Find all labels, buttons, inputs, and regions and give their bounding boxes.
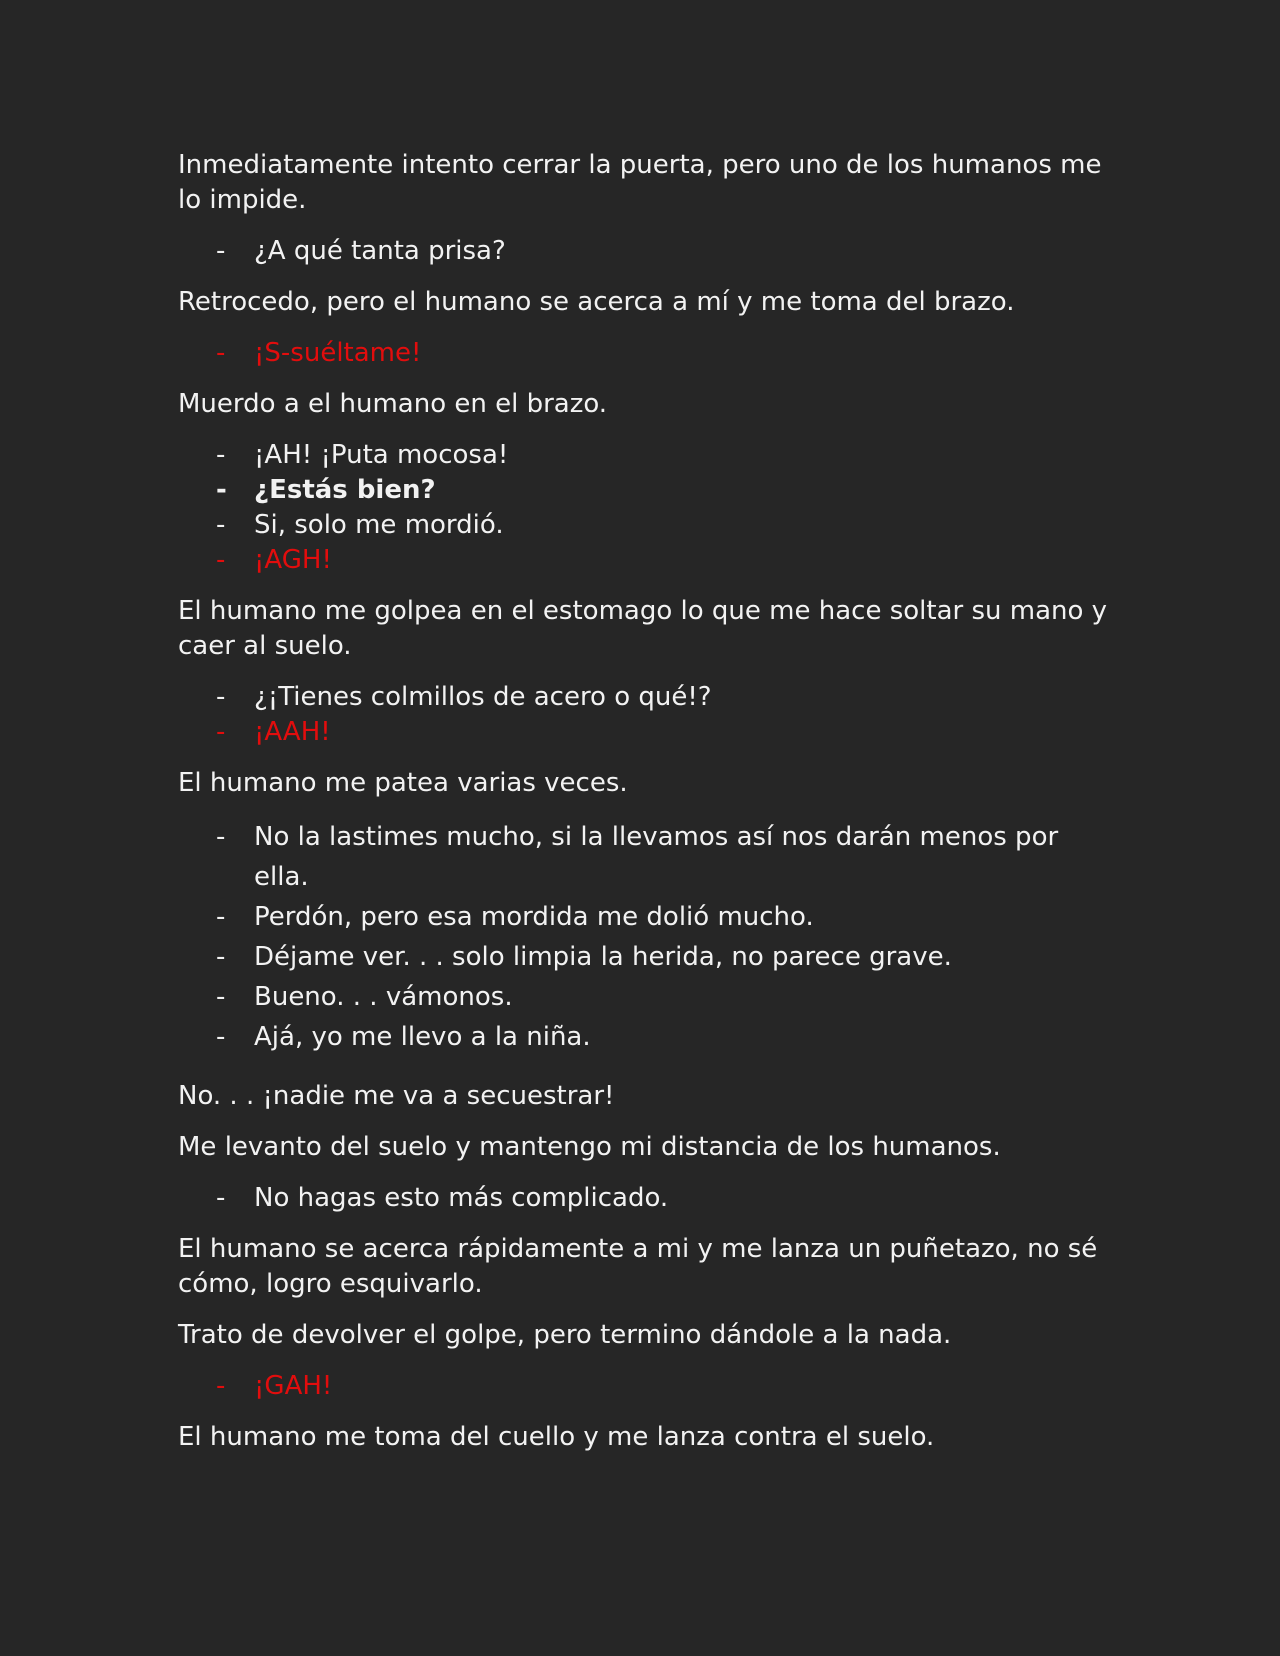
dialogue-line [178, 234, 1108, 269]
dialogue-list [178, 680, 1108, 750]
narration-paragraph: No. . . ¡nadie me va a secuestrar! [178, 1081, 615, 1111]
dialogue-list [178, 817, 1108, 1057]
dialogue-text: ¿A qué tanta prisa? [254, 236, 506, 266]
dialogue-dash: - [216, 545, 226, 575]
dialogue-text: No la lastimes mucho, si la llevamos así nos darán menos por ella. [254, 822, 1059, 892]
dialogue-dash: - [216, 1183, 226, 1213]
dialogue-line [178, 508, 1108, 543]
dialogue-list [178, 234, 1108, 269]
dialogue-text: Déjame ver. . . solo limpia la herida, no parece grave. [254, 942, 952, 972]
dialogue-dash: - [216, 440, 226, 470]
dialogue-text: ¡AH! ¡Puta mocosa! [254, 440, 509, 470]
dialogue-text: Ajá, yo me llevo a la niña. [254, 1022, 591, 1052]
dialogue-text: ¡AAH! [254, 717, 331, 747]
dialogue-dash: - [216, 982, 226, 1012]
dialogue-dash: - [216, 1371, 226, 1401]
dialogue-text: Bueno. . . vámonos. [254, 982, 513, 1012]
dialogue-dash: - [216, 902, 226, 932]
dialogue-line [178, 680, 1108, 715]
dialogue-text: No hagas esto más complicado. [254, 1183, 669, 1213]
narration-paragraph: Muerdo a el humano en el brazo. [178, 389, 608, 419]
dialogue-line-protagonist [178, 1369, 1108, 1404]
dialogue-dash: - [216, 717, 226, 747]
dialogue-dash: - [216, 236, 226, 266]
dialogue-line [178, 473, 1108, 508]
dialogue-list [178, 1369, 1108, 1404]
dialogue-text: ¡GAH! [254, 1371, 333, 1401]
dialogue-text: ¿Estás bien? [254, 475, 436, 505]
narration-paragraph: El humano me golpea en el estomago lo que me hace soltar su mano y caer al suelo. [178, 596, 1108, 661]
narration-paragraph: El humano se acerca rápidamente a mi y me lanza un puñetazo, no sé cómo, logro esquivarlo. [178, 1234, 1098, 1299]
dialogue-dash: - [216, 942, 226, 972]
dialogue-text: Si, solo me mordió. [254, 510, 504, 540]
narration-paragraph: Retrocedo, pero el humano se acerca a mí y me toma del brazo. [178, 287, 1015, 317]
dialogue-list [178, 438, 1108, 578]
dialogue-line [178, 1017, 1108, 1057]
dialogue-line-protagonist [178, 543, 1108, 578]
dialogue-line [178, 937, 1108, 977]
dialogue-line-protagonist [178, 715, 1108, 750]
dialogue-dash: - [216, 682, 226, 712]
story-page [178, 148, 1108, 1471]
dialogue-line [178, 438, 1108, 473]
dialogue-dash: - [216, 338, 226, 368]
dialogue-list [178, 1181, 1108, 1216]
dialogue-dash: - [216, 1022, 226, 1052]
narration-paragraph: El humano me toma del cuello y me lanza contra el suelo. [178, 1422, 935, 1452]
dialogue-list [178, 336, 1108, 371]
narration-paragraph: Trato de devolver el golpe, pero termino dándole a la nada. [178, 1320, 952, 1350]
dialogue-text: Perdón, pero esa mordida me dolió mucho. [254, 902, 814, 932]
dialogue-text: ¡S-suéltame! [254, 338, 422, 368]
dialogue-line [178, 817, 1108, 897]
dialogue-line [178, 1181, 1108, 1216]
dialogue-line [178, 977, 1108, 1017]
narration-paragraph: Me levanto del suelo y mantengo mi distancia de los humanos. [178, 1132, 1001, 1162]
dialogue-text: ¿¡Tienes colmillos de acero o qué!? [254, 682, 712, 712]
dialogue-line [178, 897, 1108, 937]
narration-paragraph: Inmediatamente intento cerrar la puerta, pero uno de los humanos me lo impide. [178, 150, 1102, 215]
dialogue-dash: - [216, 822, 226, 852]
dialogue-dash: - [216, 475, 227, 505]
dialogue-text: ¡AGH! [254, 545, 332, 575]
narration-paragraph: El humano me patea varias veces. [178, 768, 628, 798]
dialogue-line-protagonist [178, 336, 1108, 371]
dialogue-dash: - [216, 510, 226, 540]
